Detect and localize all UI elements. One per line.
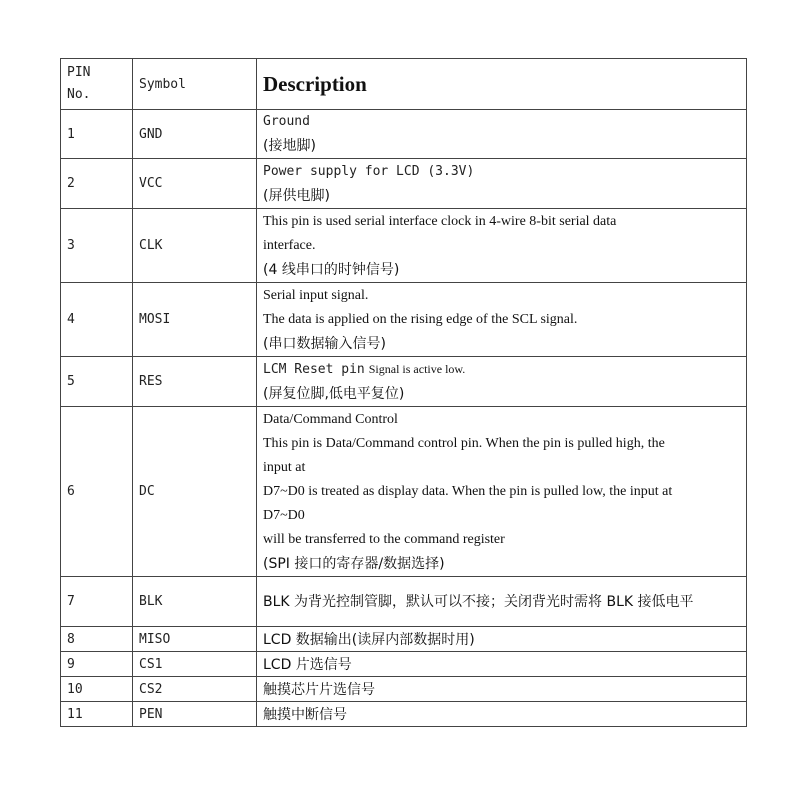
pin-number: 6 xyxy=(61,407,133,577)
reset-pin-note: Signal is active low. xyxy=(368,362,466,376)
description-line: input at xyxy=(263,459,306,475)
table-row xyxy=(61,407,747,577)
pin-description xyxy=(257,283,747,357)
pin-number: 9 xyxy=(61,652,133,677)
pin-symbol: CS2 xyxy=(133,677,257,702)
table-row xyxy=(61,357,747,407)
table-header-row xyxy=(61,59,747,110)
description-line: (SPI 接口的寄存器/数据选择) xyxy=(263,555,445,572)
table-row xyxy=(61,283,747,357)
table-row xyxy=(61,627,747,652)
pin-description xyxy=(257,209,747,283)
pin-number: 4 xyxy=(61,283,133,357)
description-line: This pin is used serial interface clock in 4-wire 8-bit serial data xyxy=(263,213,617,229)
table-row xyxy=(61,110,747,159)
table-row xyxy=(61,209,747,283)
pin-number: 2 xyxy=(61,159,133,209)
pin-symbol: MISO xyxy=(133,627,257,652)
description-line: (4 线串口的时钟信号) xyxy=(263,261,400,278)
description-line: (屏供电脚) xyxy=(263,187,330,204)
pin-number: 7 xyxy=(61,577,133,627)
pin-description xyxy=(257,577,747,627)
pin-number: 8 xyxy=(61,627,133,652)
description-line: Data/Command Control xyxy=(263,411,398,427)
pin-number: 11 xyxy=(61,702,133,727)
description-line: interface. xyxy=(263,237,316,253)
pin-symbol: GND xyxy=(133,110,257,159)
table-row xyxy=(61,652,747,677)
description-line: (接地脚) xyxy=(263,138,316,154)
table-row xyxy=(61,159,747,209)
description-line: D7~D0 xyxy=(263,507,305,523)
pin-symbol: PEN xyxy=(133,702,257,727)
description-line: D7~D0 is treated as display data. When the pin is pulled low, the input at xyxy=(263,483,673,499)
pin-number: 3 xyxy=(61,209,133,283)
pin-number: 10 xyxy=(61,677,133,702)
description-line: Ground xyxy=(263,114,310,129)
header-symbol: Symbol xyxy=(133,59,257,110)
table-row xyxy=(61,677,747,702)
pin-number: 5 xyxy=(61,357,133,407)
table-row xyxy=(61,702,747,727)
pin-description: LCD 片选信号 xyxy=(257,652,747,677)
pin-symbol: CS1 xyxy=(133,652,257,677)
description-line: will be transferred to the command register xyxy=(263,531,505,547)
pin-description: 触摸中断信号 xyxy=(257,702,747,727)
pin-symbol: DC xyxy=(133,407,257,577)
pin-symbol: MOSI xyxy=(133,283,257,357)
description-line: Serial input signal. xyxy=(263,287,369,303)
description-line xyxy=(263,357,740,382)
description-line: The data is applied on the rising edge of the SCL signal. xyxy=(263,311,578,327)
pin-description xyxy=(257,407,747,577)
pin-number: 1 xyxy=(61,110,133,159)
header-pin-no xyxy=(61,59,133,110)
pin-symbol: RES xyxy=(133,357,257,407)
pin-description xyxy=(257,110,747,159)
header-pin-line1: PIN xyxy=(67,65,91,80)
description-line: (屏复位脚,低电平复位) xyxy=(263,386,405,402)
pin-description: LCD 数据输出(读屏内部数据时用) xyxy=(257,627,747,652)
description-line: Power supply for LCD (3.3V) xyxy=(263,163,475,179)
pin-description: 触摸芯片片选信号 xyxy=(257,677,747,702)
pin-symbol: CLK xyxy=(133,209,257,283)
description-line: (串口数据输入信号) xyxy=(263,335,386,352)
table-row xyxy=(61,577,747,627)
description-line: This pin is Data/Command control pin. When the pin is pulled high, the xyxy=(263,435,665,451)
header-description: Description xyxy=(257,59,747,110)
pin-symbol: VCC xyxy=(133,159,257,209)
pin-symbol: BLK xyxy=(133,577,257,627)
description-line: BLK 为背光控制管脚，默认可以不接；关闭背光时需将 BLK 接低电平 xyxy=(263,593,694,610)
header-pin-line2: No. xyxy=(67,87,91,102)
pin-table xyxy=(60,58,747,727)
reset-pin-label: LCM Reset pin xyxy=(263,362,365,377)
pin-description xyxy=(257,357,747,407)
pin-description xyxy=(257,159,747,209)
